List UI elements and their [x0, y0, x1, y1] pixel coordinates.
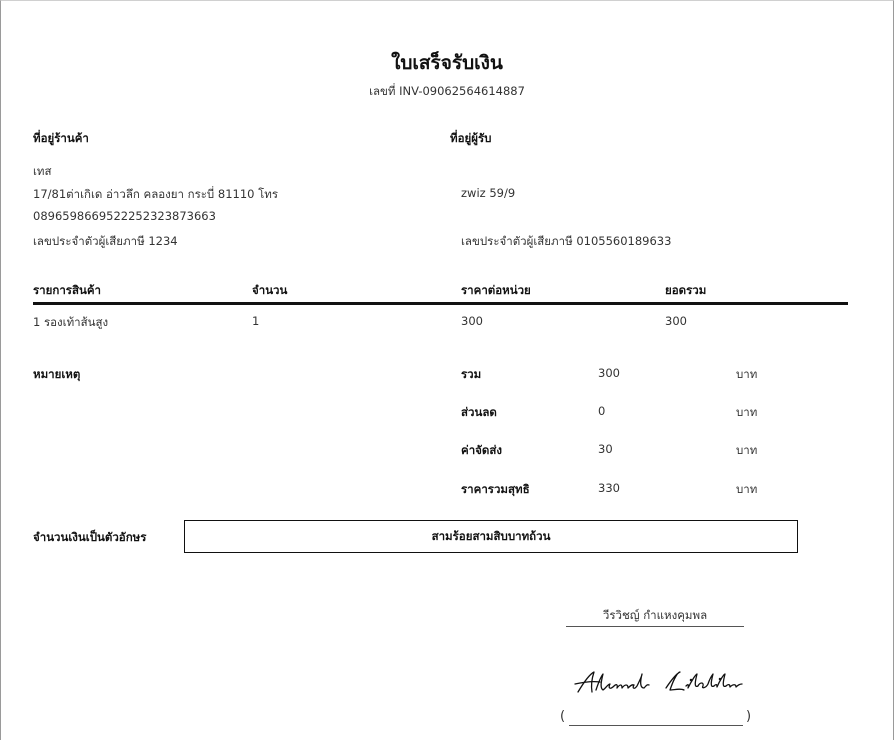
document-title: ใบเสร็จรับเงิน — [391, 52, 503, 74]
shipping-unit: บาท — [736, 443, 758, 457]
amount-in-words-label: จำนวนเงินเป็นตัวอักษร — [33, 530, 147, 544]
recipient-address-heading: ที่อยู่ผู้รับ — [450, 131, 492, 145]
issuer-name-underline — [566, 626, 744, 627]
discount-unit: บาท — [736, 405, 758, 419]
net-total-unit: บาท — [736, 482, 758, 496]
shipping-label: ค่าจัดส่ง — [461, 443, 502, 457]
column-header-item: รายการสินค้า — [33, 283, 102, 297]
column-header-qty: จำนวน — [252, 283, 288, 297]
amount-in-words-box — [184, 520, 798, 553]
column-header-total: ยอดรวม — [665, 283, 707, 297]
net-total-label: ราคารวมสุทธิ — [461, 482, 530, 496]
row-qty: 1 — [252, 314, 260, 328]
handwritten-signature — [570, 668, 750, 704]
subtotal-label: รวม — [461, 367, 482, 381]
subtotal-value: 300 — [598, 366, 620, 380]
invoice-number: เลขที่ INV-09062564614887 — [369, 84, 525, 98]
signature-paren-close: ) — [746, 709, 752, 724]
issuer-name: วีรวิชญ์ กำแหงคุมพล — [602, 608, 708, 622]
column-header-unit-price: ราคาต่อหน่วย — [461, 283, 531, 297]
recipient-tax-id: เลขประจำตัวผู้เสียภาษี 0105560189633 — [461, 234, 672, 248]
shop-tax-id: เลขประจำตัวผู้เสียภาษี 1234 — [33, 234, 178, 248]
recipient-address: zwiz 59/9 — [461, 186, 516, 200]
shop-address-heading: ที่อยู่ร้านค้า — [33, 131, 89, 145]
shop-address: 17/81ต่าเกิเด อ่าวลึก คลองยา กระบี่ 81110 โทร — [33, 187, 279, 201]
row-item: 1 รองเท้าส้นสูง — [33, 315, 109, 329]
subtotal-unit: บาท — [736, 367, 758, 381]
shop-name: เทส — [33, 164, 52, 178]
row-unit-price: 300 — [461, 314, 483, 328]
shop-phone: 0896598669522252323873663 — [33, 209, 216, 223]
net-total-value: 330 — [598, 481, 620, 495]
amount-in-words-value: สามร้อยสามสิบบาทถ้วน — [431, 528, 551, 543]
table-header-rule — [33, 302, 848, 305]
row-total: 300 — [665, 314, 687, 328]
signature-line — [569, 725, 743, 726]
discount-value: 0 — [598, 404, 606, 418]
signature-paren-open: ( — [560, 709, 566, 724]
notes-label: หมายเหตุ — [33, 367, 81, 381]
discount-label: ส่วนลด — [461, 405, 497, 419]
shipping-value: 30 — [598, 442, 613, 456]
